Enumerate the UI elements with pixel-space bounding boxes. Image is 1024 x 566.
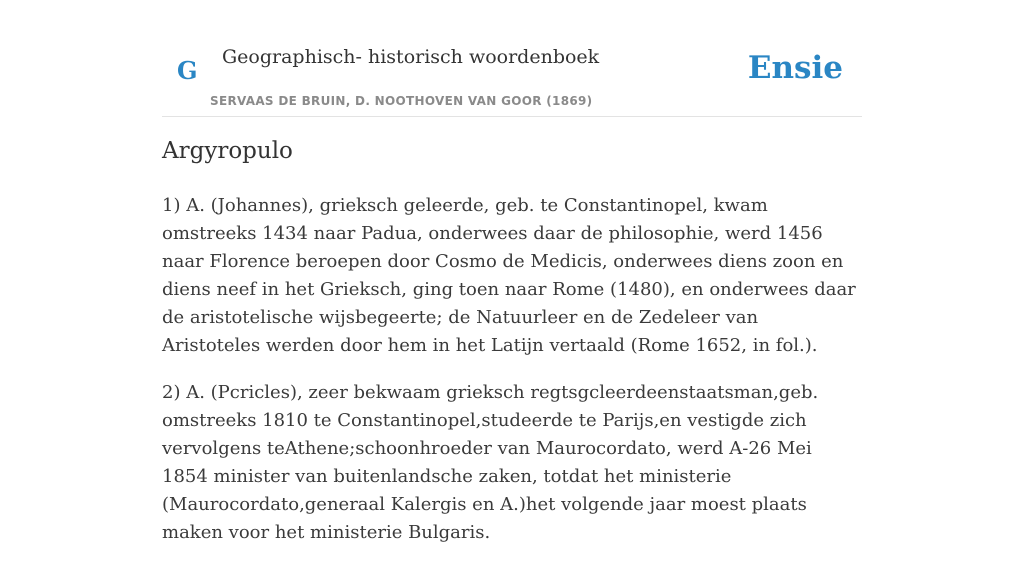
dictionary-logo[interactable]: G — [177, 56, 198, 85]
entry-title: Argyropulo — [162, 138, 293, 164]
entry-content — [162, 192, 862, 566]
book-title[interactable]: Geographisch- historisch woordenboek — [222, 46, 600, 68]
dictionary-header — [162, 36, 862, 117]
entry-paragraph: 1) A. (Johannes), grieksch geleerde, geb. te Constantinopel, kwam omstreeks 1434 naar Padua, onderwees daar de philosophie, werd 1456 naar Florence beroepen door Cosmo de Medicis, onderwees diens zoon en diens neef in het Grieksch, ging toen naar Rome (1480), en onderwees daar de aristotelische wijsbegeerte; de Natuurleer en de Zedeleer van Aristoteles werden door hem in het Latijn vertaald (Rome 1652, in fol.). — [162, 195, 856, 356]
entry-paragraph: 2) A. (Pcricles), zeer bekwaam grieksch regtsgcleerdeenstaatsman,geb. omstreeks 1810 te Constantinopel,studeerde te Parijs,en vestigde zich vervolgens teAthene;schoonhroeder van Maurocordato, werd A-26 Mei 1854 minister van buitenlandsche zaken, totdat het ministerie (Maurocordato,generaal Kalergis en A.)het volgende jaar moest plaats maken voor het ministerie Bulgaris. — [162, 382, 819, 543]
book-authors: SERVAAS DE BRUIN, D. NOOTHOVEN VAN GOOR (1869) — [210, 94, 593, 108]
ensie-logo[interactable]: Ensie — [747, 50, 843, 86]
